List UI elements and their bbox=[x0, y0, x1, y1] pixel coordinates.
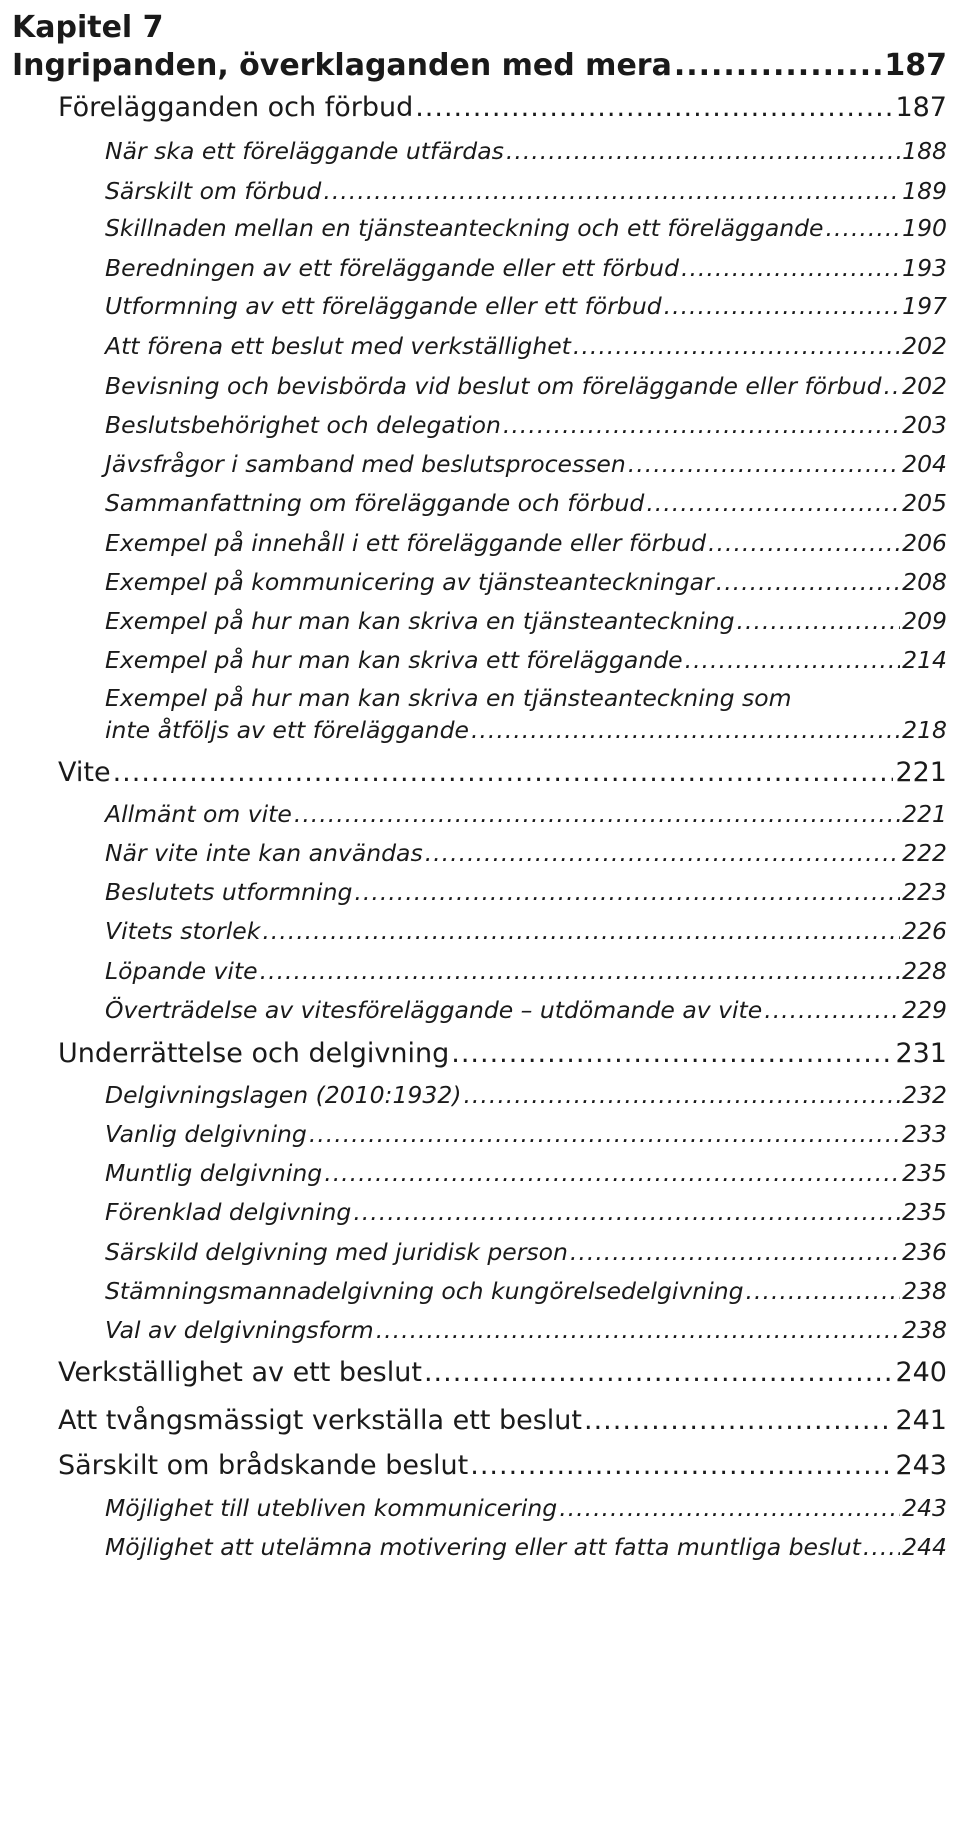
entry-title-line2: inte åtföljs av ett föreläggande bbox=[105, 716, 469, 744]
toc-subsection-entry bbox=[105, 1120, 947, 1148]
dot-leader bbox=[262, 917, 900, 945]
dot-leader bbox=[294, 800, 900, 828]
entry-title: Vanlig delgivning bbox=[105, 1120, 307, 1148]
toc-subsection-entry bbox=[105, 839, 947, 867]
entry-page-number: 229 bbox=[902, 996, 947, 1024]
toc-subsection-entry bbox=[105, 800, 947, 828]
toc-section-entry bbox=[58, 92, 947, 123]
entry-page-number: 203 bbox=[902, 411, 947, 439]
chapter-heading bbox=[12, 10, 164, 45]
entry-title: Exempel på innehåll i ett föreläggande eller förbud bbox=[105, 529, 707, 557]
entry-page-number: 189 bbox=[902, 177, 947, 205]
entry-page-number: 214 bbox=[902, 646, 947, 674]
dot-leader bbox=[570, 1238, 900, 1266]
entry-page-number: 222 bbox=[902, 839, 947, 867]
dot-leader bbox=[746, 1277, 901, 1305]
toc-subsection-entry bbox=[105, 1238, 947, 1266]
entry-title: Löpande vite bbox=[105, 957, 258, 985]
dot-leader bbox=[646, 489, 900, 517]
entry-title: Underrättelse och delgivning bbox=[58, 1038, 450, 1069]
chapter-number: Kapitel 7 bbox=[12, 10, 164, 45]
dot-leader bbox=[863, 1533, 900, 1561]
entry-page-number: 202 bbox=[902, 332, 947, 360]
entry-page-number: 228 bbox=[902, 957, 947, 985]
toc-subsection-entry bbox=[105, 917, 947, 945]
toc-subsection-entry bbox=[105, 1198, 947, 1226]
entry-page-number: 235 bbox=[902, 1198, 947, 1226]
entry-page-number: 218 bbox=[902, 716, 947, 744]
toc-subsection-entry bbox=[105, 607, 947, 635]
dot-leader bbox=[463, 1081, 900, 1109]
toc-subsection-entry bbox=[105, 254, 947, 282]
entry-page-number: 188 bbox=[902, 137, 947, 165]
dot-leader bbox=[764, 996, 900, 1024]
toc-subsection-entry bbox=[105, 1277, 947, 1305]
entry-page-number: 241 bbox=[895, 1405, 947, 1436]
entry-title: Särskild delgivning med juridisk person bbox=[105, 1238, 568, 1266]
entry-title: Exempel på kommunicering av tjänsteanteckningar bbox=[105, 568, 714, 596]
entry-title: Stämningsmannadelgivning och kungörelsedelgivning bbox=[105, 1277, 744, 1305]
entry-title: Muntlig delgivning bbox=[105, 1159, 323, 1187]
entry-title: Delgivningslagen (2010:1932) bbox=[105, 1081, 462, 1109]
entry-page-number: 238 bbox=[902, 1277, 947, 1305]
toc-subsection-entry bbox=[105, 372, 947, 400]
dot-leader bbox=[584, 1405, 893, 1436]
dot-leader bbox=[376, 1316, 900, 1344]
entry-title: Att tvångsmässigt verkställa ett beslut bbox=[58, 1405, 583, 1436]
dot-leader bbox=[353, 1198, 900, 1226]
entry-page-number: 208 bbox=[902, 568, 947, 596]
entry-page-number: 243 bbox=[895, 1450, 947, 1481]
entry-title: När ska ett föreläggande utfärdas bbox=[105, 137, 504, 165]
entry-page-number: 233 bbox=[902, 1120, 947, 1148]
dot-leader bbox=[674, 48, 883, 83]
entry-title: Förenklad delgivning bbox=[105, 1198, 352, 1226]
toc-subsection-entry bbox=[105, 450, 947, 478]
dot-leader bbox=[470, 1450, 893, 1481]
dot-leader bbox=[506, 137, 900, 165]
toc-subsection-entry bbox=[105, 957, 947, 985]
toc-section-entry bbox=[58, 1405, 947, 1436]
entry-title: Val av delgivningsform bbox=[105, 1316, 374, 1344]
entry-page-number: 206 bbox=[902, 529, 947, 557]
dot-leader bbox=[309, 1120, 900, 1148]
toc-subsection-entry bbox=[105, 646, 947, 674]
entry-page-number: 187 bbox=[895, 92, 947, 123]
toc-subsection-entry bbox=[105, 1159, 947, 1187]
toc-subsection-entry bbox=[105, 1081, 947, 1109]
dot-leader bbox=[324, 1159, 900, 1187]
entry-title: Beslutets utformning bbox=[105, 878, 353, 906]
entry-page-number: 221 bbox=[895, 757, 947, 788]
dot-leader bbox=[664, 292, 901, 320]
dot-leader bbox=[415, 92, 893, 123]
entry-title: Särskilt om förbud bbox=[105, 177, 322, 205]
toc-subsection-entry bbox=[105, 292, 947, 320]
entry-page-number: 226 bbox=[902, 917, 947, 945]
entry-title: Förelägganden och förbud bbox=[58, 92, 414, 123]
dot-leader bbox=[424, 1357, 894, 1388]
entry-title: Vite bbox=[58, 757, 111, 788]
dot-leader bbox=[716, 568, 900, 596]
dot-leader bbox=[425, 839, 900, 867]
toc-subsection-entry bbox=[105, 878, 947, 906]
entry-page-number: 193 bbox=[902, 254, 947, 282]
dot-leader bbox=[471, 716, 900, 744]
toc-subsection-entry bbox=[105, 1533, 947, 1561]
toc-subsection-entry bbox=[105, 996, 947, 1024]
dot-leader bbox=[323, 177, 900, 205]
entry-title: Överträdelse av vitesföreläggande – utdömande av vite bbox=[105, 996, 763, 1024]
toc-subsection-entry bbox=[105, 1316, 947, 1344]
dot-leader bbox=[708, 529, 900, 557]
entry-page-number: 240 bbox=[895, 1357, 947, 1388]
dot-leader bbox=[737, 607, 901, 635]
entry-title: Att förena ett beslut med verkställighet bbox=[105, 332, 571, 360]
entry-title: Särskilt om brådskande beslut bbox=[58, 1450, 469, 1481]
chapter-title: Ingripanden, överklaganden med mera bbox=[12, 48, 672, 83]
entry-title: Möjlighet till utebliven kommunicering bbox=[105, 1494, 558, 1522]
dot-leader bbox=[503, 411, 900, 439]
dot-leader bbox=[113, 757, 894, 788]
entry-page-number: 209 bbox=[902, 607, 947, 635]
entry-title: Skillnaden mellan en tjänsteanteckning och ett föreläggande bbox=[105, 214, 824, 242]
entry-page-number: 205 bbox=[902, 489, 947, 517]
toc-subsection-entry bbox=[105, 332, 947, 360]
toc-subsection-entry bbox=[105, 411, 947, 439]
entry-title: Exempel på hur man kan skriva ett föreläggande bbox=[105, 646, 683, 674]
entry-page-number: 244 bbox=[902, 1533, 947, 1561]
entry-title: Utformning av ett föreläggande eller ett förbud bbox=[105, 292, 662, 320]
dot-leader bbox=[884, 372, 901, 400]
entry-title: Bevisning och bevisbörda vid beslut om föreläggande eller förbud bbox=[105, 372, 882, 400]
entry-page-number: 204 bbox=[902, 450, 947, 478]
toc-section-entry bbox=[58, 1450, 947, 1481]
dot-leader bbox=[260, 957, 901, 985]
entry-title-line1: Exempel på hur man kan skriva en tjänsteanteckning som bbox=[105, 684, 792, 712]
entry-page-number: 221 bbox=[902, 800, 947, 828]
entry-title: Beslutsbehörighet och delegation bbox=[105, 411, 501, 439]
entry-page-number: 190 bbox=[902, 214, 947, 242]
toc-section-entry bbox=[58, 757, 947, 788]
toc-section-entry bbox=[58, 1357, 947, 1388]
toc-subsection-entry bbox=[105, 177, 947, 205]
entry-page-number: 202 bbox=[902, 372, 947, 400]
dot-leader bbox=[681, 254, 900, 282]
entry-title: Verkställighet av ett beslut bbox=[58, 1357, 422, 1388]
entry-page-number: 236 bbox=[902, 1238, 947, 1266]
toc-subsection-entry bbox=[105, 529, 947, 557]
entry-title: Möjlighet att utelämna motivering eller att fatta muntliga beslut bbox=[105, 1533, 861, 1561]
dot-leader bbox=[573, 332, 900, 360]
entry-page-number: 231 bbox=[895, 1038, 947, 1069]
entry-page-number: 223 bbox=[902, 878, 947, 906]
toc-subsection-entry bbox=[105, 137, 947, 165]
entry-title: Exempel på hur man kan skriva en tjänsteanteckning bbox=[105, 607, 735, 635]
entry-page-number: 235 bbox=[902, 1159, 947, 1187]
entry-page-number: 232 bbox=[902, 1081, 947, 1109]
entry-title: Vitets storlek bbox=[105, 917, 261, 945]
dot-leader bbox=[826, 214, 901, 242]
entry-title: Beredningen av ett föreläggande eller ett förbud bbox=[105, 254, 679, 282]
toc-subsection-entry bbox=[105, 1494, 947, 1522]
entry-page-number: 238 bbox=[902, 1316, 947, 1344]
chapter-title-row bbox=[12, 48, 947, 83]
toc-entry-multiline bbox=[105, 684, 947, 744]
entry-page-number: 243 bbox=[902, 1494, 947, 1522]
toc-subsection-entry bbox=[105, 489, 947, 517]
entry-title: Allmänt om vite bbox=[105, 800, 292, 828]
entry-title: Jävsfrågor i samband med beslutsprocessen bbox=[105, 450, 626, 478]
dot-leader bbox=[354, 878, 900, 906]
dot-leader bbox=[559, 1494, 900, 1522]
toc-subsection-entry bbox=[105, 568, 947, 596]
chapter-page-number: 187 bbox=[884, 48, 947, 83]
dot-leader bbox=[451, 1038, 893, 1069]
toc-section-entry bbox=[58, 1038, 947, 1069]
toc-subsection-entry bbox=[105, 214, 947, 242]
entry-page-number: 197 bbox=[902, 292, 947, 320]
dot-leader bbox=[628, 450, 900, 478]
dot-leader bbox=[685, 646, 901, 674]
entry-title-line2-row bbox=[105, 716, 947, 744]
entry-title: Sammanfattning om föreläggande och förbud bbox=[105, 489, 645, 517]
entry-title: När vite inte kan användas bbox=[105, 839, 423, 867]
